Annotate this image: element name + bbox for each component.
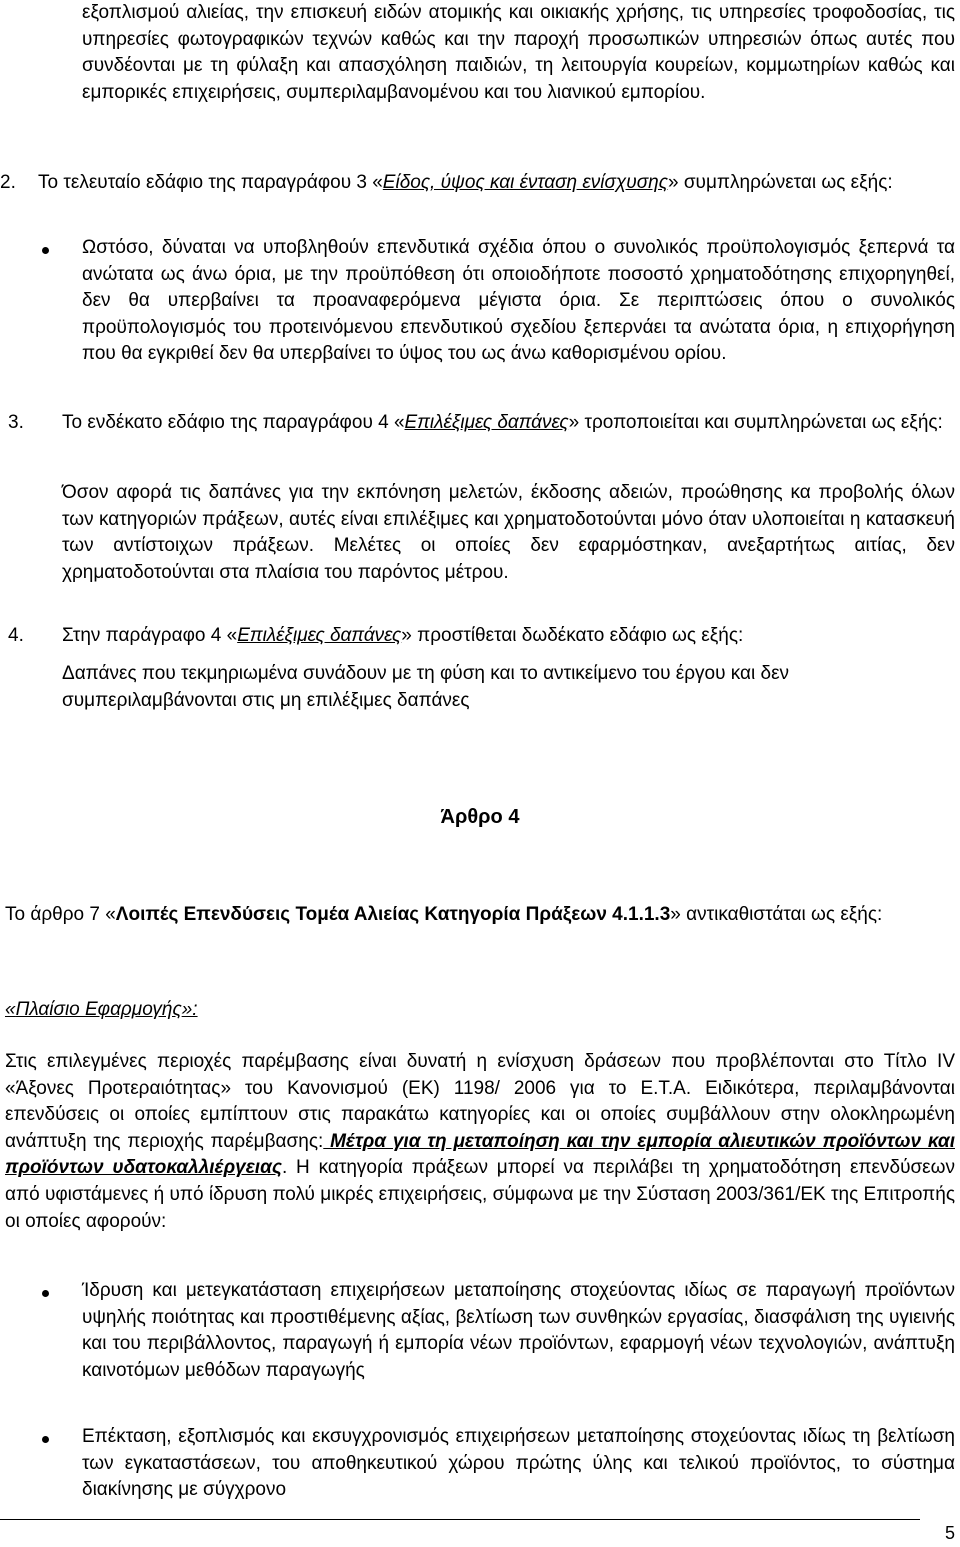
intro-text: εξοπλισμού αλιείας, την επισκευή ειδών ατομικής και οικιακής χρήσης, τις υπηρεσίες τροφοδοσίας, τις υπηρεσίες φωτογραφικών τεχνών καθώς και την παροχή προσωπικών υπηρεσιών όπως αυτές που συνδέονται με τη φύλαξη και απασχόληση παιδιών, τη λειτουργία κουρείων, κομμωτηρίων καθώς και εμπορικές επιχειρήσεις, συμπεριλαμβανομένου και του λιανικού εμπορίου. bbox=[82, 2, 955, 103]
item-4-text-before: Στην παράγραφο 4 « bbox=[62, 625, 238, 646]
framework-title: Πλαίσιο Εφαρμογής bbox=[15, 999, 182, 1020]
item-3-body-text: Όσον αφορά τις δαπάνες για την εκπόνηση μελετών, έκδοσης αδειών, προώθησης κα προβολής όλων των κατηγοριών πράξεων, αυτές είναι επιλέξιμες και χρηματοδοτούνται μόνο όταν υλοποιείται η κατασκευή των αντίστοιχων πράξεων. Μελέτες οι οποίες δεν εφαρμόστηκαν, ανεξαρτήτως αιτίας, δεν χρηματοδοτούνται στα πλαίσια του παρόντος μέτρου. bbox=[62, 482, 955, 583]
item-4-number: 4. bbox=[8, 625, 24, 646]
item-4-text bbox=[62, 623, 955, 650]
article-intro bbox=[5, 902, 955, 929]
framework-label bbox=[5, 997, 605, 1024]
item-2-section-title: Είδος, ύψος και ένταση ενίσχυσης bbox=[382, 172, 668, 193]
bullet-icon bbox=[42, 247, 49, 254]
item-2-bullet-text: Ωστόσο, δύναται να υποβληθούν επενδυτικά σχέδια όπου ο συνολικός προϋπολογισμός ξεπερνά τα ανώτατα ως άνω όρια, με την προϋπόθεση ότι οποιοδήποτε ποσοστό χρηματοδότησης επιχορηγηθεί, δεν θα υπερβαίνει τα προαναφερόμενα μέγιστα όρια. bbox=[82, 237, 955, 312]
item-4-text-after: » προστίθεται δωδέκατο εδάφιο ως εξής: bbox=[401, 625, 744, 646]
item-3-text-after: » τροποποιείται και συμπληρώνεται ως εξής: bbox=[568, 412, 943, 433]
article-bullet-2-text: Επέκταση, εξοπλισμός και εκσυγχρονισμός επιχειρήσεων μεταποίησης στοχεύοντας ιδίως τη βελτίωση των εγκαταστάσεων, του αποθηκευτικού χώρου πρώτης ύλης και τελικού προϊόντος, το σύστημα διακίνησης με σύγχρονο bbox=[82, 1426, 955, 1501]
item-4-body bbox=[62, 661, 955, 714]
article-intro-after: » αντικαθιστάται ως εξής: bbox=[670, 904, 883, 925]
framework-close: »: bbox=[181, 999, 198, 1020]
footer-divider bbox=[0, 1519, 920, 1520]
framework-paragraph bbox=[5, 1049, 955, 1235]
bullet-icon bbox=[42, 1290, 49, 1297]
article-bullet-1 bbox=[82, 1278, 955, 1384]
bullet-icon bbox=[42, 1436, 49, 1443]
framework-emphasis: Μέτρα για τη μεταποίηση και την εμπορία αλιευτικών προϊόντων και προϊόντων υδατοκαλλιέργειας bbox=[5, 1130, 955, 1179]
item-2-bullet-rest: Σε περιπτώσεις όπου ο συνολικός προϋπολογισμός του προτεινόμενου επενδυτικού σχεδίου ξεπερνάει τα ανώτατα όρια, η επιχορήγηση που θα εγκριθεί δεν θα υπερβαίνει το ύψος του ως άνω καθορισμένου ορίου. bbox=[82, 290, 956, 365]
item-2-number: 2. bbox=[0, 172, 16, 193]
item-3-text bbox=[62, 410, 955, 437]
article-heading: Άρθρο 4 bbox=[440, 806, 520, 828]
item-2-text bbox=[0, 170, 955, 197]
framework-para-end: . Η κατηγορία πράξεων μπορεί να περιλάβει τη χρηματοδότηση επενδύσεων από υφιστάμενες ή υπό ίδρυση πολύ μικρές επιχειρήσεις, σύμφωνα με την Σύσταση 2003/361/ΕΚ της Επιτροπής οι οποίες αφορούν: bbox=[5, 1157, 955, 1232]
item-2-text-after: » συμπληρώνεται ως εξής: bbox=[667, 172, 893, 193]
item-4-body-text: Δαπάνες που τεκμηριωμένα συνάδουν με τη φύση και το αντικείμενο του έργου και δεν συμπεριλαμβάνονται στις μη επιλέξιμες δαπάνες bbox=[62, 663, 790, 711]
article-intro-before: Το άρθρο 7 « bbox=[5, 904, 116, 925]
item-3-text-before: Το ενδέκατο εδάφιο της παραγράφου 4 « bbox=[62, 412, 405, 433]
page-number: 5 bbox=[944, 1523, 955, 1543]
item-4-section-title: Επιλέξιμες δαπάνες bbox=[237, 625, 402, 646]
item-2-text-before: Το τελευταίο εδάφιο της παραγράφου 3 « bbox=[38, 172, 383, 193]
item-2 bbox=[0, 170, 955, 197]
item-2-bullet-paragraph bbox=[82, 235, 955, 368]
framework-para-start: Στις επιλεγμένες περιοχές παρέμβασης είναι δυνατή η ενίσχυση δράσεων που προβλέπονται στο Τίτλο IV «Άξονες Προτεραιότητας» του Κανονισμού (ΕΚ) 1198/ 2006 για το Ε.Τ.Α. Ειδικότερα, περιλαμβάνονται επενδύσεις οι οποίες εμπίπτουν στις παρακάτω κατηγορίες και οι οποίες συμβάλλουν στην ολοκληρωμένη ανάπτυξη της περιοχής παρέμβασης: bbox=[5, 1051, 955, 1152]
item-3 bbox=[0, 410, 955, 437]
article-bullet-2 bbox=[82, 1424, 955, 1504]
item-3-body bbox=[62, 480, 955, 586]
item-3-number: 3. bbox=[8, 412, 24, 433]
item-4 bbox=[0, 623, 955, 650]
intro-paragraph bbox=[82, 0, 955, 106]
framework-open: « bbox=[5, 999, 16, 1020]
article-title: Λοιπές Επενδύσεις Τομέα Αλιείας Κατηγορία Πράξεων 4.1.1.3 bbox=[115, 904, 671, 925]
article-bullet-1-text: Ίδρυση και μετεγκατάσταση επιχειρήσεων μεταποίησης στοχεύοντας ιδίως σε παραγωγή προϊόντων υψηλής ποιότητας και προστιθέμενης αξίας, βελτίωση των συνθηκών εργασίας, διασφάλιση της υγιεινής και του περιβάλλοντος, παραγωγή ή εμπορία νέων προϊόντων, εφαρμογή νέων τεχνολογιών, ανάπτυξη καινοτόμων μεθόδων παραγωγής bbox=[82, 1280, 955, 1381]
item-3-section-title: Επιλέξιμες δαπάνες bbox=[404, 412, 569, 433]
